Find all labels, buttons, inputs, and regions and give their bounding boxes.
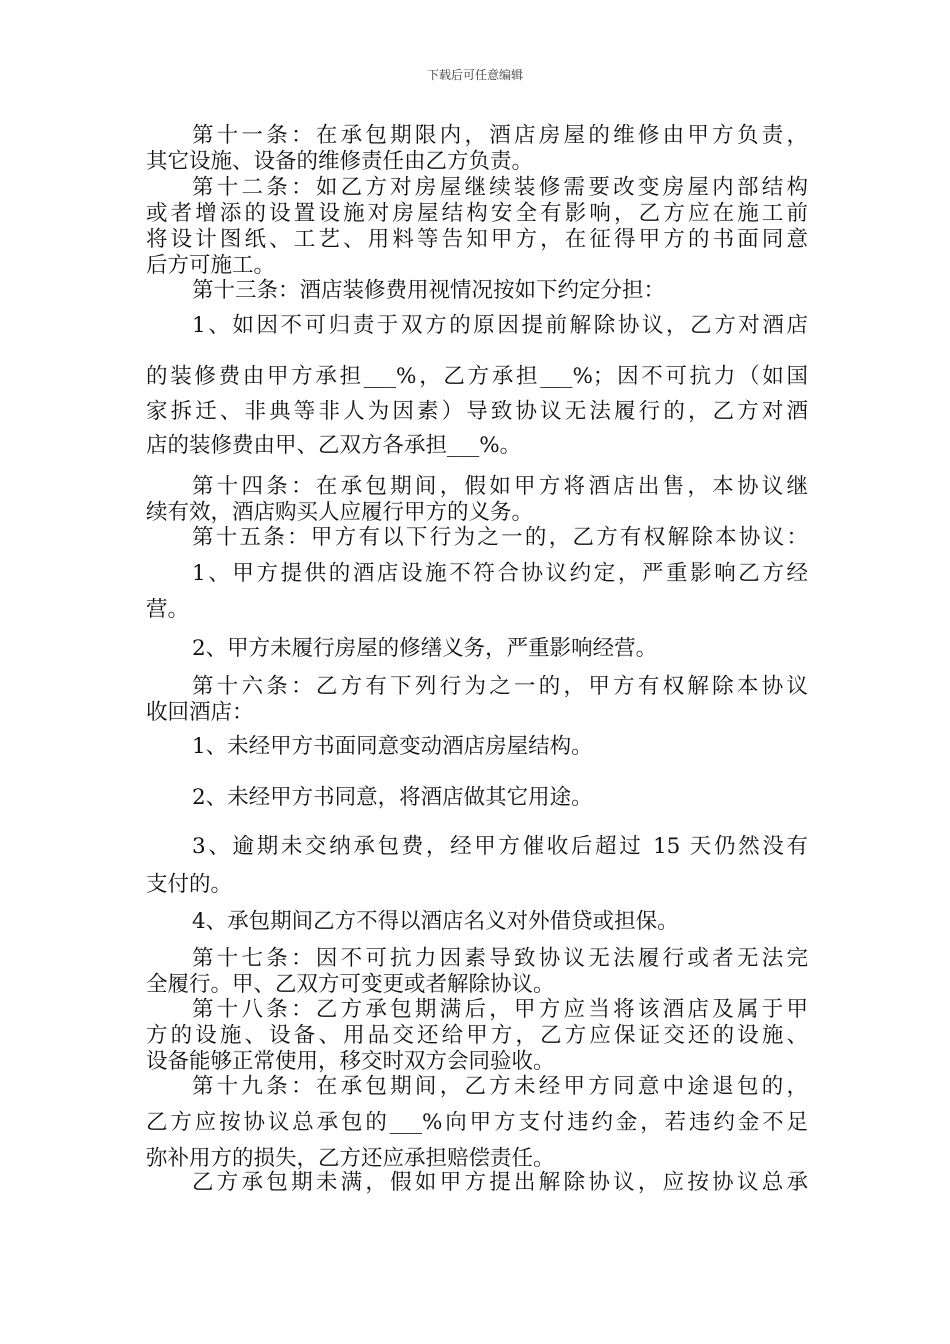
- text-line: 或者增添的设置设施对房屋结构安全有影响，乙方应在施工前: [146, 201, 808, 226]
- text-line: 第十一条：在承包期限内，酒店房屋的维修由甲方负责，: [192, 123, 808, 148]
- text-line: 1、甲方提供的酒店设施不符合协议约定，严重影响乙方经: [192, 561, 808, 586]
- text-line: 第十五条：甲方有以下行为之一的，乙方有权解除本协议：: [192, 525, 808, 550]
- text-line: 第十二条：如乙方对房屋继续装修需要改变房屋内部结构: [192, 175, 808, 200]
- text-line: 营。: [146, 597, 190, 622]
- text-line: 1、如因不可归责于双方的原因提前解除协议，乙方对酒店: [192, 313, 808, 338]
- text-line: 续有效，酒店购买人应履行甲方的义务。: [146, 500, 534, 525]
- text-line: 家拆迁、非典等非人为因素）导致协议无法履行的，乙方对酒: [146, 399, 808, 424]
- text-line: 设备能够正常使用，移交时双方会同验收。: [146, 1049, 555, 1074]
- text-line: 第十四条：在承包期间，假如甲方将酒店出售，本协议继: [192, 474, 808, 499]
- text-line: 后方可施工。: [146, 253, 276, 278]
- text-line: 支付的。: [146, 872, 233, 897]
- text-line: 弥补用方的损失，乙方还应承担赔偿责任。: [146, 1146, 555, 1171]
- text-line: 乙方应按协议总承包的___%向甲方支付违约金，若违约金不足: [146, 1110, 808, 1135]
- text-line: 第十七条：因不可抗力因素导致协议无法履行或者无法完: [192, 946, 808, 971]
- text-line: 将设计图纸、工艺、用料等告知甲方，在征得甲方的书面同意: [146, 227, 808, 252]
- text-line: 第十六条：乙方有下列行为之一的，甲方有权解除本协议: [192, 674, 808, 699]
- text-line: 4、承包期间乙方不得以酒店名义对外借贷或担保。: [192, 909, 679, 934]
- text-line: 第十三条：酒店装修费用视情况按如下约定分担：: [192, 278, 666, 303]
- text-line: 全履行。甲、乙双方可变更或者解除协议。: [146, 972, 555, 997]
- text-line: 1、未经甲方书面同意变动酒店房屋结构。: [192, 734, 593, 759]
- text-line: 第十九条：在承包期间，乙方未经甲方同意中途退包的，: [192, 1074, 808, 1099]
- text-line: 其它设施、设备的维修责任由乙方负责。: [146, 149, 534, 174]
- text-line: 方的设施、设备、用品交还给甲方，乙方应保证交还的设施、: [146, 1023, 808, 1048]
- text-line: 2、甲方未履行房屋的修缮义务，严重影响经营。: [192, 636, 658, 661]
- page-header: 下载后可任意编辑: [426, 68, 523, 82]
- text-line: 店的装修费由甲、乙双方各承担___%。: [146, 433, 522, 458]
- text-line: 乙方承包期未满，假如甲方提出解除协议，应按协议总承: [192, 1170, 808, 1195]
- text-line: 3、逾期未交纳承包费，经甲方催收后超过 15 天仍然没有: [192, 834, 808, 859]
- text-line: 2、未经甲方书同意，将酒店做其它用途。: [192, 785, 593, 810]
- text-line: 第十八条：乙方承包期满后，甲方应当将该酒店及属于甲: [192, 997, 808, 1022]
- text-line: 收回酒店：: [146, 700, 254, 725]
- text-line: 的装修费由甲方承担___%，乙方承担___%；因不可抗力（如国: [146, 364, 808, 389]
